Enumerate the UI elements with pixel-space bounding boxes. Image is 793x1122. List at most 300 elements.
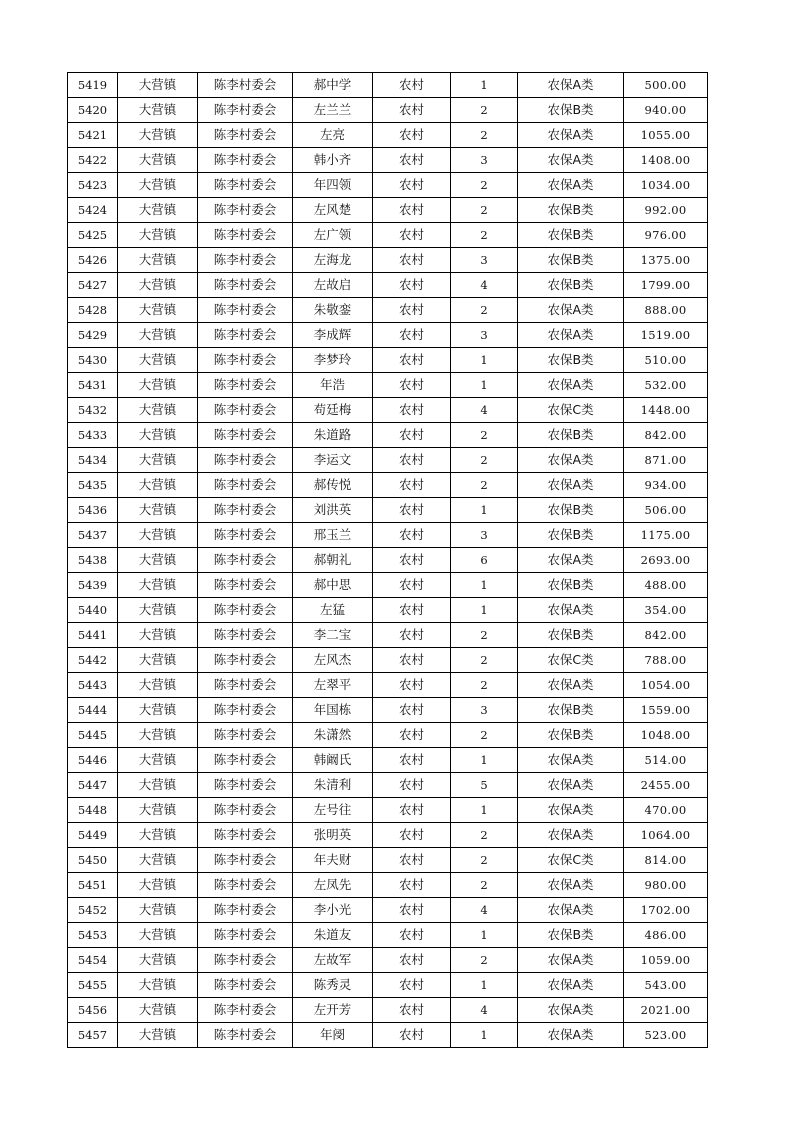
town-cell: 大营镇 [118, 1023, 198, 1048]
town-cell: 大营镇 [118, 198, 198, 223]
record-number-cell: 5439 [68, 573, 118, 598]
insurance-category-cell: 农保A类 [518, 748, 624, 773]
area-type-cell: 农村 [373, 298, 451, 323]
amount-cell: 2455.00 [624, 773, 708, 798]
household-size-cell: 3 [451, 148, 518, 173]
table-row [68, 848, 708, 873]
household-size-cell: 1 [451, 1023, 518, 1048]
village-committee-cell: 陈李村委会 [198, 348, 293, 373]
amount-cell: 2021.00 [624, 998, 708, 1023]
town-cell: 大营镇 [118, 748, 198, 773]
record-number-cell: 5434 [68, 448, 118, 473]
area-type-cell: 农村 [373, 673, 451, 698]
amount-cell: 1448.00 [624, 398, 708, 423]
table-row [68, 798, 708, 823]
village-committee-cell: 陈李村委会 [198, 73, 293, 98]
record-number-cell: 5432 [68, 398, 118, 423]
record-number-cell: 5454 [68, 948, 118, 973]
name-cell: 陈秀灵 [293, 973, 373, 998]
insurance-category-cell: 农保B类 [518, 273, 624, 298]
amount-cell: 842.00 [624, 423, 708, 448]
area-type-cell: 农村 [373, 698, 451, 723]
household-size-cell: 4 [451, 398, 518, 423]
insurance-category-cell: 农保C类 [518, 648, 624, 673]
name-cell: 韩阚氏 [293, 748, 373, 773]
table-row [68, 623, 708, 648]
town-cell: 大营镇 [118, 123, 198, 148]
table-row [68, 973, 708, 998]
name-cell: 年浩 [293, 373, 373, 398]
name-cell: 李梦玲 [293, 348, 373, 373]
area-type-cell: 农村 [373, 648, 451, 673]
area-type-cell: 农村 [373, 73, 451, 98]
town-cell: 大营镇 [118, 773, 198, 798]
town-cell: 大营镇 [118, 473, 198, 498]
record-number-cell: 5445 [68, 723, 118, 748]
record-number-cell: 5425 [68, 223, 118, 248]
village-committee-cell: 陈李村委会 [198, 723, 293, 748]
area-type-cell: 农村 [373, 973, 451, 998]
area-type-cell: 农村 [373, 548, 451, 573]
household-size-cell: 5 [451, 773, 518, 798]
table-row [68, 673, 708, 698]
amount-cell: 1408.00 [624, 148, 708, 173]
insurance-category-cell: 农保A类 [518, 323, 624, 348]
amount-cell: 1055.00 [624, 123, 708, 148]
household-size-cell: 3 [451, 523, 518, 548]
village-committee-cell: 陈李村委会 [198, 748, 293, 773]
insurance-category-cell: 农保A类 [518, 373, 624, 398]
table-row [68, 198, 708, 223]
amount-cell: 514.00 [624, 748, 708, 773]
insurance-category-cell: 农保A类 [518, 148, 624, 173]
village-committee-cell: 陈李村委会 [198, 973, 293, 998]
town-cell: 大营镇 [118, 548, 198, 573]
area-type-cell: 农村 [373, 1023, 451, 1048]
record-number-cell: 5444 [68, 698, 118, 723]
area-type-cell: 农村 [373, 773, 451, 798]
record-number-cell: 5438 [68, 548, 118, 573]
town-cell: 大营镇 [118, 948, 198, 973]
record-number-cell: 5449 [68, 823, 118, 848]
village-committee-cell: 陈李村委会 [198, 398, 293, 423]
record-number-cell: 5450 [68, 848, 118, 873]
village-committee-cell: 陈李村委会 [198, 548, 293, 573]
household-size-cell: 2 [451, 673, 518, 698]
insurance-category-cell: 农保A类 [518, 448, 624, 473]
village-committee-cell: 陈李村委会 [198, 273, 293, 298]
village-committee-cell: 陈李村委会 [198, 848, 293, 873]
insurance-category-cell: 农保A类 [518, 123, 624, 148]
village-committee-cell: 陈李村委会 [198, 1023, 293, 1048]
table-row [68, 73, 708, 98]
household-size-cell: 2 [451, 723, 518, 748]
name-cell: 李成辉 [293, 323, 373, 348]
area-type-cell: 农村 [373, 373, 451, 398]
table-row [68, 1023, 708, 1048]
town-cell: 大营镇 [118, 523, 198, 548]
name-cell: 左号往 [293, 798, 373, 823]
name-cell: 李运文 [293, 448, 373, 473]
household-size-cell: 2 [451, 423, 518, 448]
insurance-category-cell: 农保A类 [518, 898, 624, 923]
table-row [68, 548, 708, 573]
household-size-cell: 2 [451, 848, 518, 873]
town-cell: 大营镇 [118, 248, 198, 273]
record-number-cell: 5455 [68, 973, 118, 998]
record-number-cell: 5430 [68, 348, 118, 373]
village-committee-cell: 陈李村委会 [198, 898, 293, 923]
household-size-cell: 4 [451, 998, 518, 1023]
area-type-cell: 农村 [373, 273, 451, 298]
household-size-cell: 2 [451, 198, 518, 223]
record-number-cell: 5453 [68, 923, 118, 948]
village-committee-cell: 陈李村委会 [198, 223, 293, 248]
village-committee-cell: 陈李村委会 [198, 148, 293, 173]
household-size-cell: 1 [451, 923, 518, 948]
area-type-cell: 农村 [373, 423, 451, 448]
amount-cell: 2693.00 [624, 548, 708, 573]
village-committee-cell: 陈李村委会 [198, 798, 293, 823]
amount-cell: 1064.00 [624, 823, 708, 848]
table-row [68, 223, 708, 248]
table-row [68, 948, 708, 973]
record-number-cell: 5422 [68, 148, 118, 173]
amount-cell: 1048.00 [624, 723, 708, 748]
record-number-cell: 5419 [68, 73, 118, 98]
amount-cell: 1799.00 [624, 273, 708, 298]
table-row [68, 998, 708, 1023]
amount-cell: 470.00 [624, 798, 708, 823]
town-cell: 大营镇 [118, 148, 198, 173]
record-number-cell: 5451 [68, 873, 118, 898]
amount-cell: 934.00 [624, 473, 708, 498]
town-cell: 大营镇 [118, 698, 198, 723]
town-cell: 大营镇 [118, 873, 198, 898]
village-committee-cell: 陈李村委会 [198, 648, 293, 673]
name-cell: 朱敬銮 [293, 298, 373, 323]
name-cell: 左风楚 [293, 198, 373, 223]
town-cell: 大营镇 [118, 973, 198, 998]
area-type-cell: 农村 [373, 348, 451, 373]
record-number-cell: 5429 [68, 323, 118, 348]
area-type-cell: 农村 [373, 448, 451, 473]
name-cell: 左亮 [293, 123, 373, 148]
table-row [68, 448, 708, 473]
town-cell: 大营镇 [118, 673, 198, 698]
household-size-cell: 2 [451, 223, 518, 248]
village-committee-cell: 陈李村委会 [198, 498, 293, 523]
town-cell: 大营镇 [118, 823, 198, 848]
town-cell: 大营镇 [118, 398, 198, 423]
name-cell: 左风杰 [293, 648, 373, 673]
household-size-cell: 3 [451, 248, 518, 273]
insurance-category-cell: 农保C类 [518, 848, 624, 873]
area-type-cell: 农村 [373, 898, 451, 923]
name-cell: 郝传悦 [293, 473, 373, 498]
record-number-cell: 5442 [68, 648, 118, 673]
amount-cell: 1059.00 [624, 948, 708, 973]
village-committee-cell: 陈李村委会 [198, 423, 293, 448]
town-cell: 大营镇 [118, 923, 198, 948]
name-cell: 年国栋 [293, 698, 373, 723]
area-type-cell: 农村 [373, 598, 451, 623]
town-cell: 大营镇 [118, 423, 198, 448]
table-row [68, 648, 708, 673]
household-size-cell: 2 [451, 648, 518, 673]
area-type-cell: 农村 [373, 473, 451, 498]
insurance-category-cell: 农保A类 [518, 1023, 624, 1048]
area-type-cell: 农村 [373, 498, 451, 523]
table-row [68, 373, 708, 398]
insurance-category-cell: 农保A类 [518, 998, 624, 1023]
insurance-category-cell: 农保B类 [518, 523, 624, 548]
amount-cell: 1559.00 [624, 698, 708, 723]
insurance-category-cell: 农保B类 [518, 423, 624, 448]
town-cell: 大营镇 [118, 348, 198, 373]
household-size-cell: 2 [451, 948, 518, 973]
area-type-cell: 农村 [373, 173, 451, 198]
town-cell: 大营镇 [118, 998, 198, 1023]
table-row [68, 773, 708, 798]
table-body [68, 73, 708, 1048]
area-type-cell: 农村 [373, 148, 451, 173]
insurance-category-cell: 农保A类 [518, 473, 624, 498]
town-cell: 大营镇 [118, 798, 198, 823]
record-number-cell: 5441 [68, 623, 118, 648]
name-cell: 郝朝礼 [293, 548, 373, 573]
name-cell: 左故启 [293, 273, 373, 298]
insurance-category-cell: 农保B类 [518, 498, 624, 523]
town-cell: 大营镇 [118, 898, 198, 923]
amount-cell: 354.00 [624, 598, 708, 623]
table-row [68, 398, 708, 423]
area-type-cell: 农村 [373, 198, 451, 223]
name-cell: 朱道路 [293, 423, 373, 448]
household-size-cell: 2 [451, 473, 518, 498]
insurance-category-cell: 农保A类 [518, 948, 624, 973]
town-cell: 大营镇 [118, 648, 198, 673]
record-number-cell: 5421 [68, 123, 118, 148]
village-committee-cell: 陈李村委会 [198, 173, 293, 198]
household-size-cell: 1 [451, 73, 518, 98]
insurance-category-cell: 农保B类 [518, 248, 624, 273]
household-size-cell: 2 [451, 448, 518, 473]
insurance-category-cell: 农保A类 [518, 798, 624, 823]
record-number-cell: 5420 [68, 98, 118, 123]
record-number-cell: 5428 [68, 298, 118, 323]
household-size-cell: 6 [451, 548, 518, 573]
household-size-cell: 1 [451, 573, 518, 598]
record-number-cell: 5437 [68, 523, 118, 548]
data-table [67, 72, 708, 1048]
area-type-cell: 农村 [373, 248, 451, 273]
record-number-cell: 5427 [68, 273, 118, 298]
name-cell: 左凤先 [293, 873, 373, 898]
record-number-cell: 5436 [68, 498, 118, 523]
table-row [68, 523, 708, 548]
insurance-category-cell: 农保B类 [518, 198, 624, 223]
name-cell: 邢玉兰 [293, 523, 373, 548]
village-committee-cell: 陈李村委会 [198, 573, 293, 598]
area-type-cell: 农村 [373, 223, 451, 248]
household-size-cell: 2 [451, 98, 518, 123]
table-row [68, 323, 708, 348]
village-committee-cell: 陈李村委会 [198, 948, 293, 973]
village-committee-cell: 陈李村委会 [198, 123, 293, 148]
area-type-cell: 农村 [373, 623, 451, 648]
household-size-cell: 2 [451, 823, 518, 848]
name-cell: 左广领 [293, 223, 373, 248]
amount-cell: 976.00 [624, 223, 708, 248]
village-committee-cell: 陈李村委会 [198, 623, 293, 648]
household-size-cell: 2 [451, 123, 518, 148]
village-committee-cell: 陈李村委会 [198, 823, 293, 848]
area-type-cell: 农村 [373, 823, 451, 848]
name-cell: 年四领 [293, 173, 373, 198]
table-row [68, 473, 708, 498]
village-committee-cell: 陈李村委会 [198, 998, 293, 1023]
amount-cell: 1519.00 [624, 323, 708, 348]
insurance-category-cell: 农保A类 [518, 973, 624, 998]
insurance-category-cell: 农保A类 [518, 548, 624, 573]
village-committee-cell: 陈李村委会 [198, 773, 293, 798]
area-type-cell: 农村 [373, 998, 451, 1023]
record-number-cell: 5457 [68, 1023, 118, 1048]
insurance-category-cell: 农保B类 [518, 348, 624, 373]
town-cell: 大营镇 [118, 323, 198, 348]
name-cell: 刘洪英 [293, 498, 373, 523]
insurance-category-cell: 农保A类 [518, 298, 624, 323]
town-cell: 大营镇 [118, 223, 198, 248]
amount-cell: 1054.00 [624, 673, 708, 698]
insurance-category-cell: 农保B类 [518, 98, 624, 123]
name-cell: 李小光 [293, 898, 373, 923]
record-number-cell: 5456 [68, 998, 118, 1023]
amount-cell: 814.00 [624, 848, 708, 873]
amount-cell: 940.00 [624, 98, 708, 123]
insurance-category-cell: 农保A类 [518, 773, 624, 798]
town-cell: 大营镇 [118, 498, 198, 523]
name-cell: 朱道友 [293, 923, 373, 948]
name-cell: 左故军 [293, 948, 373, 973]
town-cell: 大营镇 [118, 598, 198, 623]
insurance-category-cell: 农保B类 [518, 923, 624, 948]
village-committee-cell: 陈李村委会 [198, 448, 293, 473]
insurance-category-cell: 农保A类 [518, 73, 624, 98]
insurance-category-cell: 农保A类 [518, 873, 624, 898]
name-cell: 左海龙 [293, 248, 373, 273]
name-cell: 苟廷梅 [293, 398, 373, 423]
table-row [68, 348, 708, 373]
table-row [68, 748, 708, 773]
amount-cell: 1034.00 [624, 173, 708, 198]
insurance-category-cell: 农保A类 [518, 823, 624, 848]
area-type-cell: 农村 [373, 748, 451, 773]
insurance-category-cell: 农保C类 [518, 398, 624, 423]
village-committee-cell: 陈李村委会 [198, 873, 293, 898]
table-row [68, 273, 708, 298]
village-committee-cell: 陈李村委会 [198, 598, 293, 623]
village-committee-cell: 陈李村委会 [198, 373, 293, 398]
household-size-cell: 1 [451, 798, 518, 823]
name-cell: 李二宝 [293, 623, 373, 648]
area-type-cell: 农村 [373, 873, 451, 898]
table-row [68, 873, 708, 898]
amount-cell: 532.00 [624, 373, 708, 398]
town-cell: 大营镇 [118, 448, 198, 473]
household-size-cell: 2 [451, 298, 518, 323]
area-type-cell: 农村 [373, 923, 451, 948]
table-row [68, 248, 708, 273]
record-number-cell: 5424 [68, 198, 118, 223]
household-size-cell: 2 [451, 623, 518, 648]
household-size-cell: 3 [451, 698, 518, 723]
name-cell: 年阌 [293, 1023, 373, 1048]
table-row [68, 298, 708, 323]
household-size-cell: 1 [451, 498, 518, 523]
household-size-cell: 1 [451, 598, 518, 623]
table-row [68, 898, 708, 923]
table-row [68, 498, 708, 523]
village-committee-cell: 陈李村委会 [198, 698, 293, 723]
name-cell: 郝中思 [293, 573, 373, 598]
amount-cell: 871.00 [624, 448, 708, 473]
household-size-cell: 4 [451, 273, 518, 298]
name-cell: 韩小齐 [293, 148, 373, 173]
table-row [68, 98, 708, 123]
amount-cell: 486.00 [624, 923, 708, 948]
name-cell: 朱清利 [293, 773, 373, 798]
village-committee-cell: 陈李村委会 [198, 523, 293, 548]
amount-cell: 500.00 [624, 73, 708, 98]
insurance-category-cell: 农保A类 [518, 173, 624, 198]
area-type-cell: 农村 [373, 948, 451, 973]
name-cell: 朱潇然 [293, 723, 373, 748]
household-size-cell: 1 [451, 348, 518, 373]
record-number-cell: 5448 [68, 798, 118, 823]
town-cell: 大营镇 [118, 573, 198, 598]
name-cell: 郝中学 [293, 73, 373, 98]
amount-cell: 523.00 [624, 1023, 708, 1048]
insurance-category-cell: 农保B类 [518, 698, 624, 723]
table-row [68, 598, 708, 623]
record-number-cell: 5433 [68, 423, 118, 448]
village-committee-cell: 陈李村委会 [198, 248, 293, 273]
town-cell: 大营镇 [118, 848, 198, 873]
amount-cell: 888.00 [624, 298, 708, 323]
village-committee-cell: 陈李村委会 [198, 323, 293, 348]
household-size-cell: 3 [451, 323, 518, 348]
name-cell: 左开芳 [293, 998, 373, 1023]
village-committee-cell: 陈李村委会 [198, 298, 293, 323]
village-committee-cell: 陈李村委会 [198, 923, 293, 948]
amount-cell: 788.00 [624, 648, 708, 673]
village-committee-cell: 陈李村委会 [198, 198, 293, 223]
table-row [68, 173, 708, 198]
town-cell: 大营镇 [118, 173, 198, 198]
area-type-cell: 农村 [373, 798, 451, 823]
area-type-cell: 农村 [373, 723, 451, 748]
area-type-cell: 农村 [373, 573, 451, 598]
table-row [68, 573, 708, 598]
name-cell: 年夫财 [293, 848, 373, 873]
record-number-cell: 5426 [68, 248, 118, 273]
household-size-cell: 1 [451, 373, 518, 398]
table-row [68, 423, 708, 448]
amount-cell: 510.00 [624, 348, 708, 373]
name-cell: 左猛 [293, 598, 373, 623]
